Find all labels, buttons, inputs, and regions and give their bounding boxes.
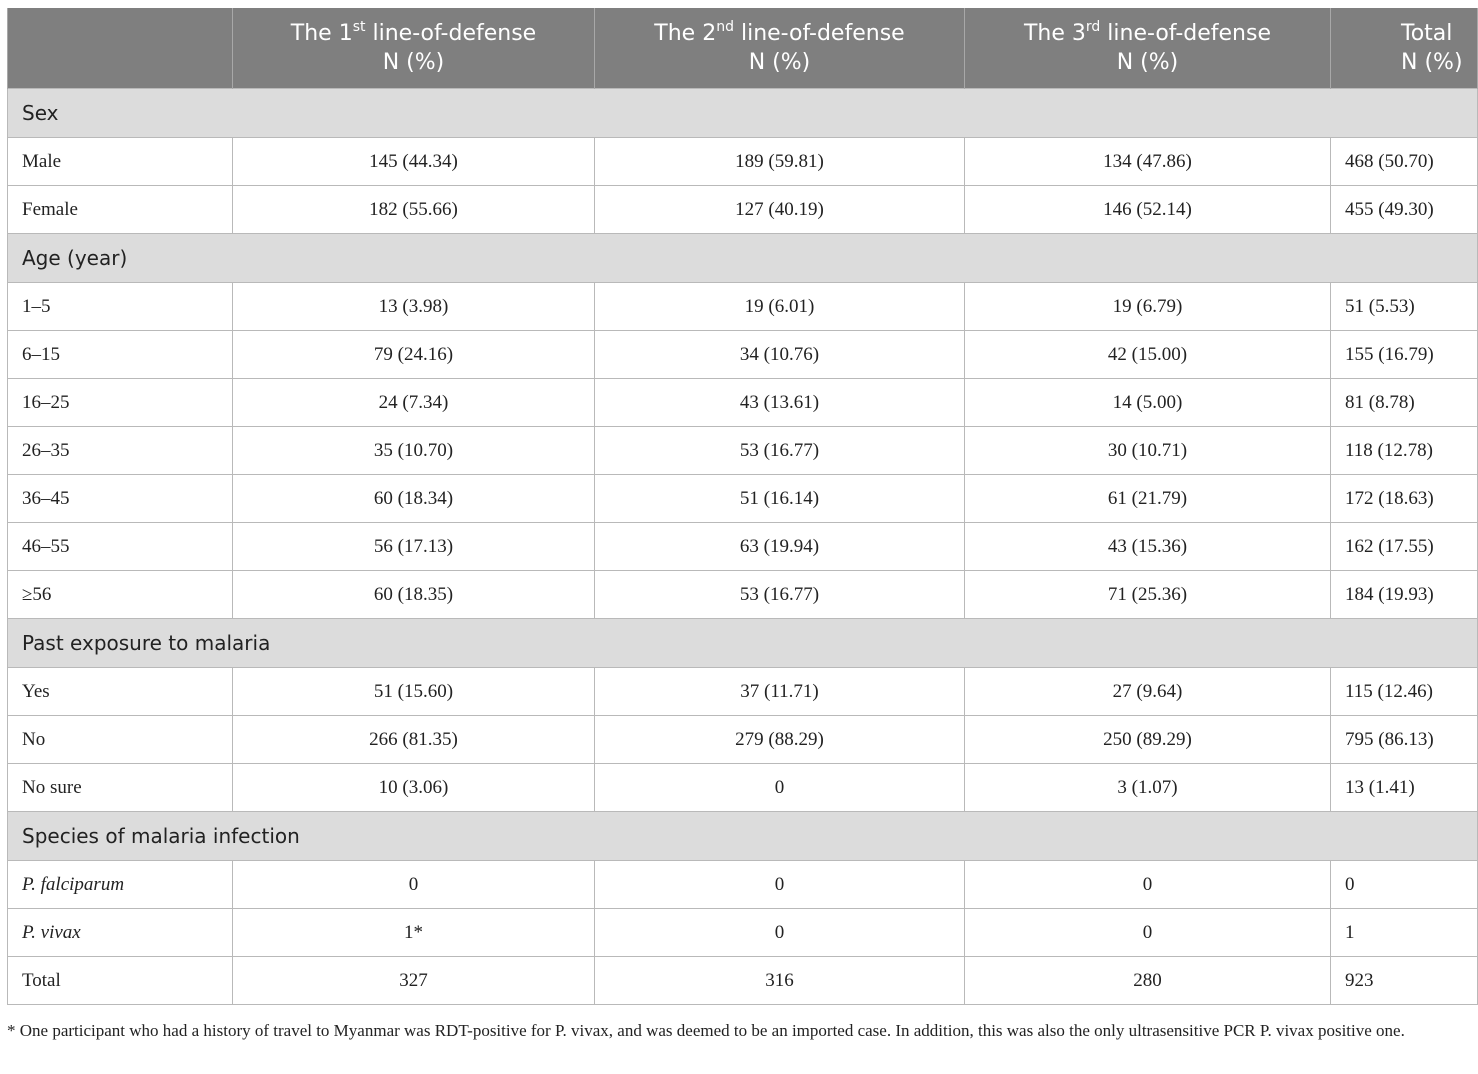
table-cell: Female: [8, 186, 233, 234]
table-cell: Past exposure to malaria: [8, 619, 1478, 668]
table-cell: 35 (10.70): [233, 427, 595, 475]
table-row: [8, 283, 1478, 331]
header-row: [8, 8, 1478, 89]
table-row: [8, 764, 1478, 812]
table-cell: 16–25: [8, 379, 233, 427]
table-cell: 26–35: [8, 427, 233, 475]
table-cell: 61 (21.79): [965, 475, 1331, 523]
header-text: The 3: [1023, 21, 1086, 46]
table-cell: 30 (10.71): [965, 427, 1331, 475]
header-text: st: [352, 18, 366, 35]
table-cell: 146 (52.14): [965, 186, 1331, 234]
header-empty: [8, 8, 233, 89]
table-row: [8, 475, 1478, 523]
table-cell: 71 (25.36): [965, 571, 1331, 619]
table-cell: 0: [595, 764, 965, 812]
table-cell: 53 (16.77): [595, 427, 965, 475]
table-row: [8, 571, 1478, 619]
table-cell: 1*: [233, 909, 595, 957]
table-footnote: * One participant who had a history of travel to Myanmar was RDT-positive for P. vivax, and was deemed to be an imported case. In addition, this was also the only ultrasensitive PCR P. vivax positive one.: [7, 1021, 1405, 1040]
header-text: N (%): [382, 50, 445, 75]
table-cell: 43 (15.36): [965, 523, 1331, 571]
header-text: N (%): [748, 50, 811, 75]
table-cell: 923: [1331, 957, 1478, 1005]
table-cell: 60 (18.35): [233, 571, 595, 619]
table-cell: Yes: [8, 668, 233, 716]
table-cell: 27 (9.64): [965, 668, 1331, 716]
table-cell: ≥56: [8, 571, 233, 619]
table-cell: 13 (1.41): [1331, 764, 1478, 812]
table-row: [8, 861, 1478, 909]
table-cell: 795 (86.13): [1331, 716, 1478, 764]
group-row-exposure: [8, 619, 1478, 668]
table-cell: 0: [965, 909, 1331, 957]
group-row-species: [8, 812, 1478, 861]
table-cell: 1: [1331, 909, 1478, 957]
table-cell: 37 (11.71): [595, 668, 965, 716]
table-cell: 51 (15.60): [233, 668, 595, 716]
table-cell: 13 (3.98): [233, 283, 595, 331]
table-cell: 155 (16.79): [1331, 331, 1478, 379]
table-cell: 0: [1331, 861, 1478, 909]
header-second-line: [595, 8, 965, 89]
table-cell: 127 (40.19): [595, 186, 965, 234]
table-cell: 280: [965, 957, 1331, 1005]
table-cell: 6–15: [8, 331, 233, 379]
table-cell: 184 (19.93): [1331, 571, 1478, 619]
table-cell: P. falciparum: [8, 861, 233, 909]
table-cell: 0: [233, 861, 595, 909]
group-row-sex: [8, 89, 1478, 138]
header-text: N (%): [1116, 50, 1179, 75]
table-cell: 0: [965, 861, 1331, 909]
header-text: The 2: [654, 21, 717, 46]
table-cell: 279 (88.29): [595, 716, 965, 764]
header-text: line-of-defense: [733, 21, 905, 46]
table-cell: 316: [595, 957, 965, 1005]
table-cell: 36–45: [8, 475, 233, 523]
table-container: [7, 8, 1463, 1005]
table-cell: 51 (16.14): [595, 475, 965, 523]
table-cell: 455 (49.30): [1331, 186, 1478, 234]
table-cell: Male: [8, 138, 233, 186]
table-cell: 1–5: [8, 283, 233, 331]
table-cell: 79 (24.16): [233, 331, 595, 379]
table-cell: 182 (55.66): [233, 186, 595, 234]
table-cell: 19 (6.79): [965, 283, 1331, 331]
table-row: [8, 523, 1478, 571]
table-cell: 51 (5.53): [1331, 283, 1478, 331]
table-cell: Age (year): [8, 234, 1478, 283]
table-cell: 118 (12.78): [1331, 427, 1478, 475]
header-third-line: [965, 8, 1331, 89]
table-row: [8, 427, 1478, 475]
table-cell: 63 (19.94): [595, 523, 965, 571]
header-text: The 1: [290, 21, 353, 46]
table-cell: 468 (50.70): [1331, 138, 1478, 186]
table-cell: 134 (47.86): [965, 138, 1331, 186]
table-cell: 14 (5.00): [965, 379, 1331, 427]
table-cell: 60 (18.34): [233, 475, 595, 523]
table-row: [8, 909, 1478, 957]
table-cell: 145 (44.34): [233, 138, 595, 186]
table-row: [8, 138, 1478, 186]
header-text: N (%): [1401, 50, 1463, 75]
header-first-line: [233, 8, 595, 89]
table-cell: 172 (18.63): [1331, 475, 1478, 523]
table-cell: 56 (17.13): [233, 523, 595, 571]
table-cell: 34 (10.76): [595, 331, 965, 379]
table-cell: 327: [233, 957, 595, 1005]
table-cell: 162 (17.55): [1331, 523, 1478, 571]
table-cell: Species of malaria infection: [8, 812, 1478, 861]
group-row-age: [8, 234, 1478, 283]
table-row: [8, 379, 1478, 427]
table-cell: 115 (12.46): [1331, 668, 1478, 716]
table-row: [8, 716, 1478, 764]
table-cell: No: [8, 716, 233, 764]
demographics-table: [7, 8, 1478, 1005]
header-text: line-of-defense: [365, 21, 537, 46]
table-cell: 24 (7.34): [233, 379, 595, 427]
table-row: [8, 331, 1478, 379]
header-total: [1331, 8, 1478, 89]
table-cell: 0: [595, 909, 965, 957]
table-cell: 3 (1.07): [965, 764, 1331, 812]
table-cell: 19 (6.01): [595, 283, 965, 331]
table-cell: 250 (89.29): [965, 716, 1331, 764]
header-text: nd: [716, 18, 734, 35]
table-cell: Sex: [8, 89, 1478, 138]
header-text: rd: [1085, 18, 1101, 35]
table-cell: 43 (13.61): [595, 379, 965, 427]
table-cell: 81 (8.78): [1331, 379, 1478, 427]
table-cell: 10 (3.06): [233, 764, 595, 812]
table-cell: 266 (81.35): [233, 716, 595, 764]
header-text: Total: [1401, 21, 1453, 46]
table-row: [8, 668, 1478, 716]
table-cell: No sure: [8, 764, 233, 812]
table-cell: 53 (16.77): [595, 571, 965, 619]
table-cell: Total: [8, 957, 233, 1005]
table-cell: 46–55: [8, 523, 233, 571]
table-cell: 42 (15.00): [965, 331, 1331, 379]
table-cell: 189 (59.81): [595, 138, 965, 186]
table-cell: 0: [595, 861, 965, 909]
table-cell: P. vivax: [8, 909, 233, 957]
table-row-total: [8, 957, 1478, 1005]
header-text: line-of-defense: [1100, 21, 1272, 46]
table-row: [8, 186, 1478, 234]
